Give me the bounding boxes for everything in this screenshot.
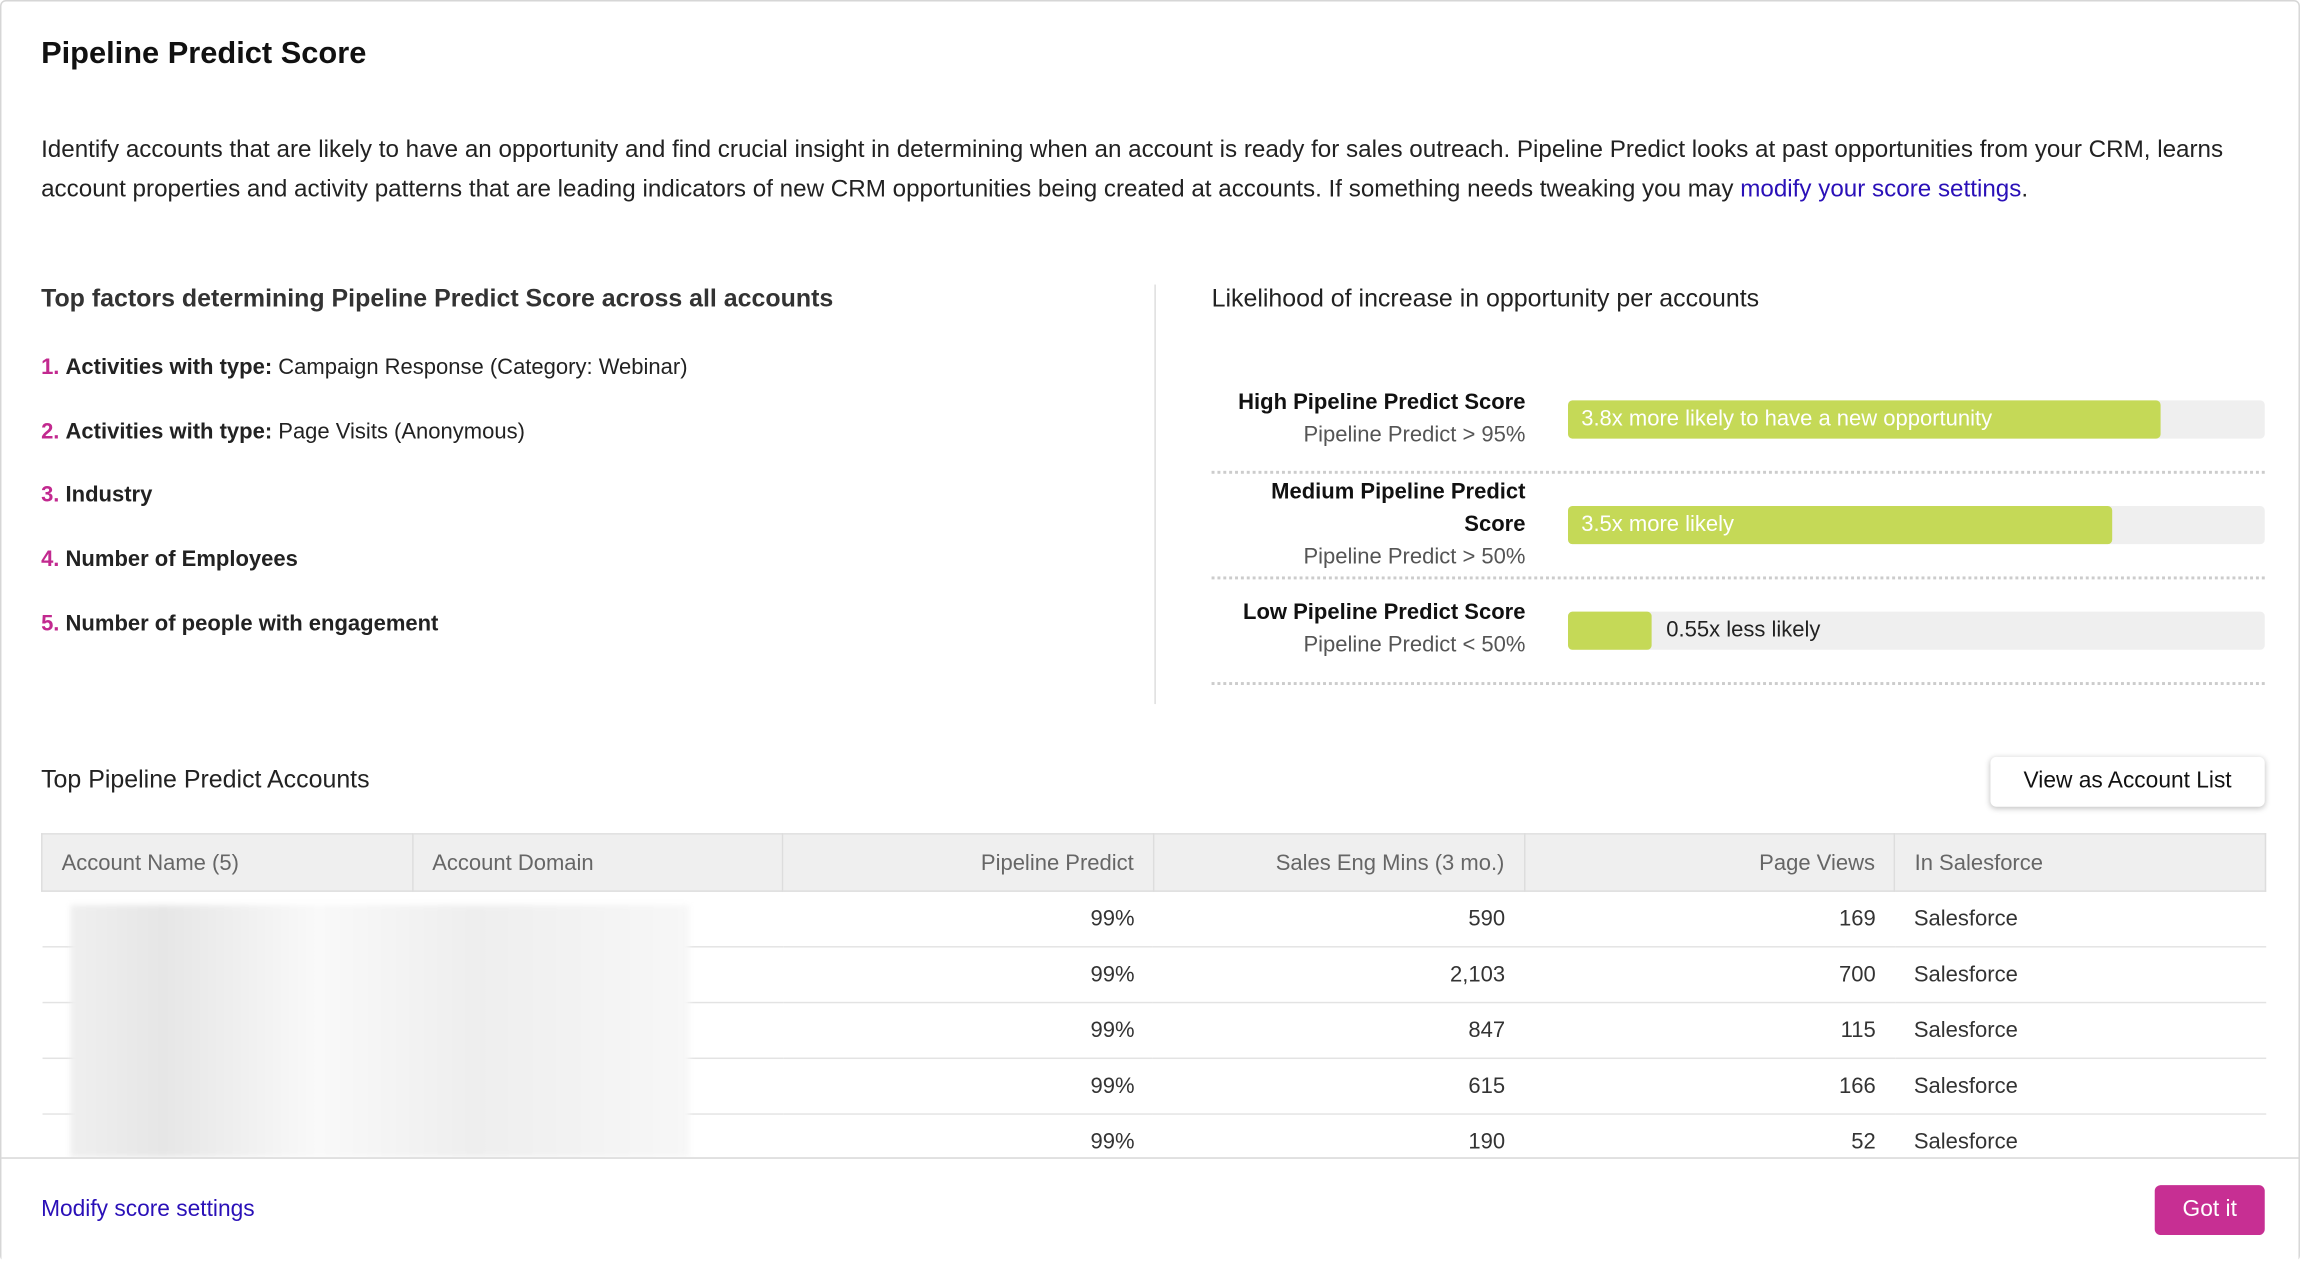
factor-detail: Campaign Response (Category: Webinar) (272, 354, 688, 380)
view-as-account-list-button[interactable]: View as Account List (1990, 757, 2264, 807)
redacted-account-names (70, 905, 689, 1157)
cell-views: 169 (1524, 891, 1895, 947)
cell-predict: 99% (783, 1003, 1154, 1059)
cell-views: 52 (1524, 1114, 1895, 1170)
factor-label: Number of people with engagement (65, 611, 439, 637)
section-divider (1154, 285, 1155, 705)
accounts-title: Top Pipeline Predict Accounts (41, 765, 370, 794)
cell-mins: 2,103 (1154, 947, 1525, 1003)
factor-item (41, 547, 298, 572)
likelihood-bar (1568, 506, 2265, 544)
likelihood-title: Likelihood of increase in opportunity per accounts (1211, 284, 1760, 313)
cell-predict: 99% (783, 947, 1154, 1003)
likelihood-label (1247, 477, 1526, 574)
modify-settings-inline-link[interactable]: modify your score settings (1740, 176, 2022, 203)
factor-item (41, 483, 152, 508)
score-tier-threshold: Pipeline Predict < 50% (1303, 632, 1526, 658)
likelihood-bar-text: 3.5x more likely (1581, 511, 1735, 537)
got-it-button[interactable]: Got it (2155, 1185, 2265, 1235)
cell-sf: Salesforce (1895, 1003, 2266, 1059)
factor-label: Activities with type: (65, 419, 273, 444)
intro-text (41, 131, 2263, 210)
cell-views: 166 (1524, 1058, 1895, 1114)
cell-sf: Salesforce (1895, 891, 2266, 947)
cell-sf: Salesforce (1895, 947, 2266, 1003)
likelihood-bar (1568, 400, 2265, 438)
factor-item (41, 611, 438, 636)
column-header[interactable]: In Salesforce (1895, 834, 2266, 891)
dialog-footer (1, 1157, 2298, 1263)
likelihood-bar-text: 3.8x more likely to have a new opportunity (1581, 406, 1993, 432)
column-header[interactable]: Pipeline Predict (783, 834, 1154, 891)
cell-mins: 847 (1154, 1003, 1525, 1059)
cell-predict: 99% (783, 1058, 1154, 1114)
cell-mins: 190 (1154, 1114, 1525, 1170)
factor-number: 1. (41, 354, 60, 380)
cell-predict: 99% (783, 1114, 1154, 1170)
score-tier-threshold: Pipeline Predict > 50% (1303, 544, 1526, 570)
factor-label: Activities with type: (65, 354, 273, 380)
cell-views: 700 (1524, 947, 1895, 1003)
cell-views: 115 (1524, 1003, 1895, 1059)
factor-number: 5. (41, 611, 60, 637)
factor-item (41, 419, 525, 444)
intro-end: . (2021, 176, 2029, 203)
likelihood-bar (1568, 612, 2265, 650)
likelihood-bar-fill (1568, 612, 1652, 650)
factor-detail: Page Visits (Anonymous) (272, 419, 525, 444)
likelihood-bar-text: 0.55x less likely (1666, 617, 1821, 643)
cell-mins: 615 (1154, 1058, 1525, 1114)
intro-body: Identify accounts that are likely to have an opportunity and find crucial insight in determining when an account is ready for sales outreach. Pipeline Predict looks at past opportunities from your CRM, learns account properties and activity patterns that are leading indicators of new CRM opportunities being created at accounts. If something needs tweaking you may (41, 136, 2224, 203)
factor-number: 4. (41, 547, 60, 573)
cell-sf: Salesforce (1895, 1058, 2266, 1114)
dialog-title: Pipeline Predict Score (41, 36, 367, 71)
score-tier-name: High Pipeline Predict Score (1238, 390, 1526, 416)
factor-number: 2. (41, 419, 60, 444)
row-divider (1212, 576, 2265, 579)
factor-number: 3. (41, 483, 60, 509)
score-tier-name: Medium Pipeline Predict Score (1271, 479, 1526, 537)
factors-title: Top factors determining Pipeline Predict Score across all accounts (41, 284, 834, 313)
score-tier-threshold: Pipeline Predict > 95% (1303, 422, 1526, 448)
row-divider (1212, 682, 2265, 685)
column-header[interactable]: Page Views (1524, 834, 1895, 891)
modify-score-settings-link[interactable]: Modify score settings (41, 1196, 255, 1222)
factor-label: Industry (65, 483, 153, 509)
factor-item (41, 355, 687, 380)
cell-mins: 590 (1154, 891, 1525, 947)
column-header[interactable]: Account Name (5) (42, 834, 413, 891)
row-divider (1212, 471, 2265, 474)
score-tier-name: Low Pipeline Predict Score (1243, 599, 1526, 625)
column-header[interactable]: Sales Eng Mins (3 mo.) (1154, 834, 1525, 891)
cell-sf: Salesforce (1895, 1114, 2266, 1170)
likelihood-label (1238, 387, 1525, 452)
column-header[interactable]: Account Domain (412, 834, 783, 891)
table-header-row (42, 834, 2266, 891)
likelihood-label (1243, 597, 1525, 662)
factor-label: Number of Employees (65, 547, 298, 573)
cell-predict: 99% (783, 891, 1154, 947)
